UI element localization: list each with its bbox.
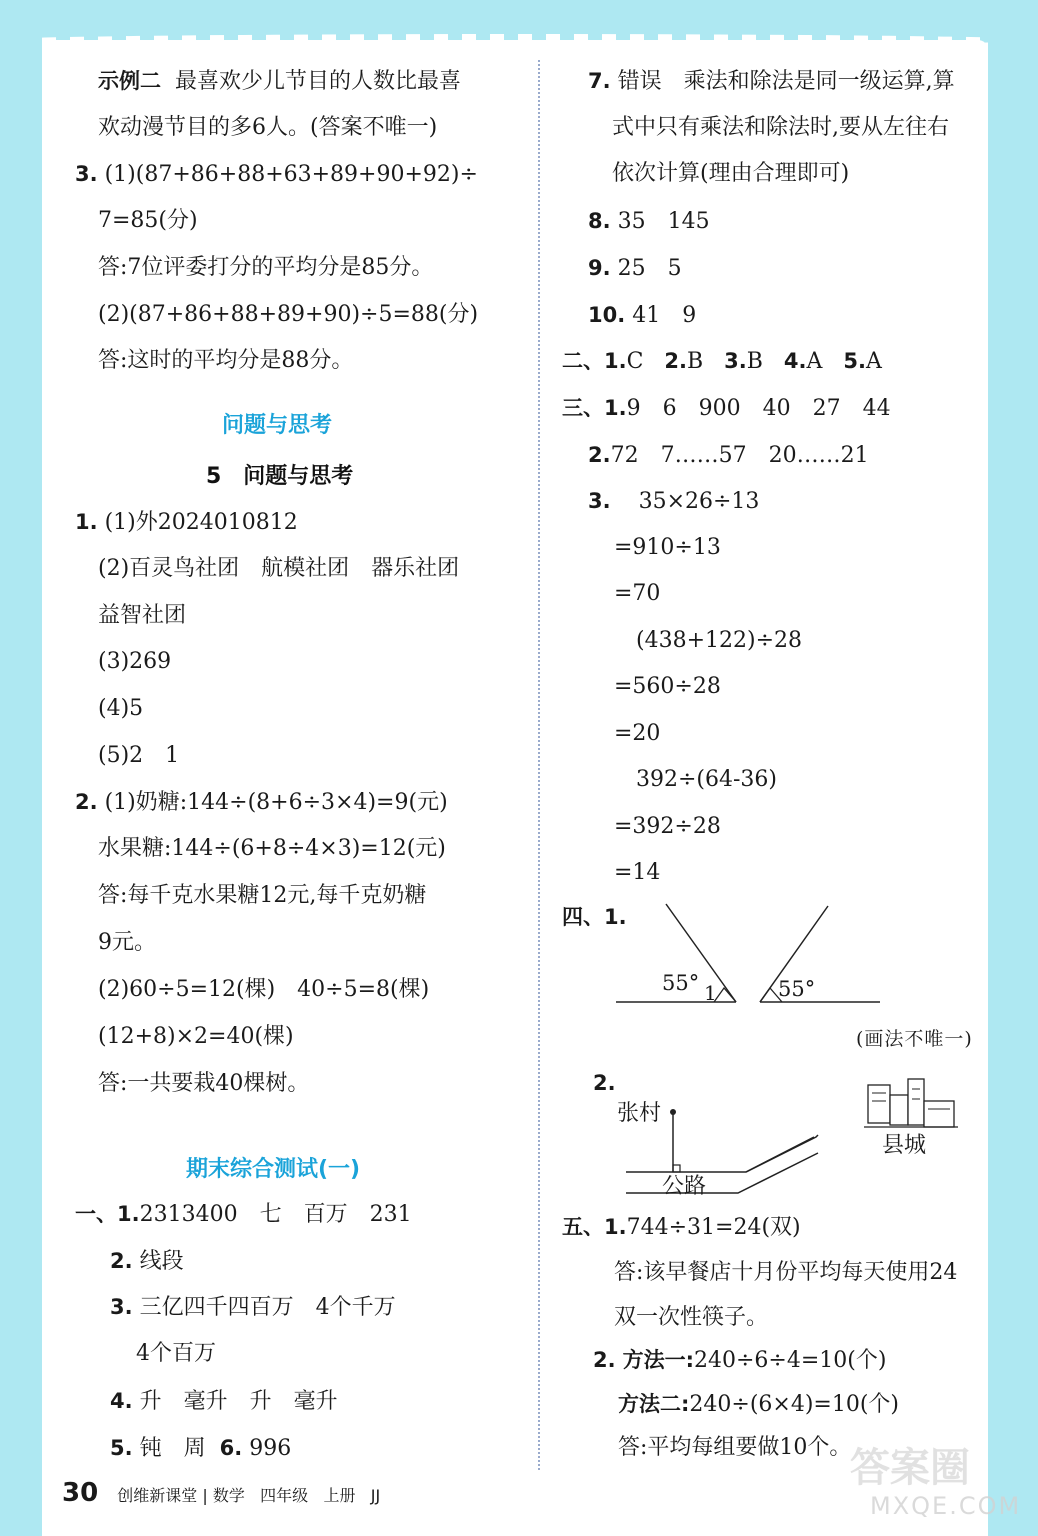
calc-3-expression: 392÷(64-36)	[636, 767, 778, 792]
page-border-top	[0, 0, 1038, 40]
s4-number: 四、1.	[562, 905, 627, 929]
p1-text: (1)外2024010812	[104, 510, 298, 535]
p2-line-7: 答:一共要栽40棵树。	[98, 1071, 310, 1096]
r7-line-3	[612, 159, 849, 189]
s3-text: 9 6 900 40 27 44	[626, 396, 891, 421]
method-two-label: 方法二:	[618, 1392, 690, 1416]
r10-text: 41 9	[632, 303, 697, 328]
s5-number: 五、1.	[562, 1215, 627, 1239]
q3-answer-2: 答:这时的平均分是88分。	[98, 348, 354, 373]
method-one-label: 方法一:	[622, 1348, 694, 1372]
s2-answer-5: A	[865, 349, 882, 374]
e2-line	[110, 1246, 184, 1277]
section-title-thinking: 问题与思考	[222, 413, 333, 438]
angle-1-label: 55°	[662, 971, 700, 995]
e4-text: 升 毫升 升 毫升	[139, 1389, 338, 1414]
q3-line-2: 7=85(分)	[98, 208, 198, 233]
p2-text: (1)奶糖:144÷(8+6÷3×4)=9(元)	[104, 790, 448, 815]
s2-line	[562, 346, 882, 377]
e2-text: 线段	[139, 1249, 184, 1274]
angle-1-arc	[714, 988, 736, 1002]
method-two-text: 240÷(6×4)=10(个)	[689, 1392, 900, 1417]
s5-answer-1: 答:该早餐店十月份平均每天使用24	[614, 1260, 958, 1285]
q3-answer-1: 答:7位评委打分的平均分是85分。	[98, 255, 434, 280]
s3-number: 三、1.	[562, 396, 627, 420]
s2-answer-1: C	[626, 349, 644, 374]
r8-number: 8.	[588, 209, 611, 233]
s32-text: 72 7……57 20……21	[610, 443, 869, 468]
p1-line-2: (2)百灵鸟社团 航模社团 器乐社团	[98, 556, 460, 581]
s52-answer: 答:平均每组要做10个。	[618, 1435, 852, 1460]
q3-text: (1)(87+86+88+63+89+90+92)÷	[104, 162, 478, 187]
e5-text: 钝 周	[139, 1436, 206, 1461]
p2-line-4: 9元。	[98, 930, 156, 955]
method-one-text: 240÷6÷4=10(个)	[694, 1348, 887, 1373]
road-upper-edge-2	[746, 1137, 814, 1172]
s52-number: 2.	[593, 1348, 616, 1372]
r9-text: 25 5	[617, 256, 682, 281]
s2-number-5: 5.	[843, 349, 866, 373]
s2-answer-3: B	[746, 349, 763, 374]
calc-3-step-1: =392÷28	[614, 814, 721, 839]
page-number: 30	[62, 1478, 99, 1508]
section-subtitle-thinking: 5 问题与思考	[206, 464, 354, 489]
s52-line-2	[618, 1389, 899, 1420]
city-label: 县城	[882, 1133, 927, 1158]
r8-text: 35 145	[617, 209, 710, 234]
e1-number: 一、1.	[75, 1202, 140, 1226]
p2-line-1	[75, 787, 448, 818]
s3-line-3	[588, 486, 759, 517]
section-title-final-test: 期末综合测试(一)	[186, 1157, 361, 1182]
s5-answer-2: 双一次性筷子。	[614, 1305, 769, 1330]
calc-1-result: =70	[614, 581, 661, 606]
p1-line-5: (4)5	[98, 696, 144, 721]
s42-line	[593, 1068, 616, 1099]
s2-number-2: 2.	[664, 349, 688, 373]
s42-number: 2.	[593, 1071, 616, 1095]
e6-number: 6.	[219, 1436, 243, 1460]
watermark-url: MXQE.COM	[870, 1492, 1022, 1520]
calc-2-expression: (438+122)÷28	[636, 628, 803, 653]
r7-line-2: 式中只有乘法和除法时,要从左往右	[612, 115, 949, 140]
s5-line-1	[562, 1212, 801, 1243]
footer-brand: 创维新课堂	[117, 1486, 198, 1505]
q3-number: 3.	[75, 162, 98, 186]
s2-answer-2: B	[687, 349, 704, 374]
watermark-logo: 答案圈	[850, 1445, 970, 1491]
calc-1-step-1: =910÷13	[614, 535, 721, 560]
e3-line-2: 4个百万	[136, 1341, 216, 1366]
r7-line-3-text: 依次计算(理由合理即可)	[612, 161, 850, 186]
e6-text: 996	[249, 1436, 292, 1461]
p2-number: 2.	[75, 790, 98, 814]
e3-text: 三亿四千四百万 4个千万	[139, 1295, 396, 1320]
q3-line-3: (2)(87+86+88+89+90)÷5=88(分)	[98, 302, 479, 327]
r7-text: 错误 乘法和除法是同一级运算,算	[617, 69, 955, 94]
e4-number: 4.	[110, 1389, 133, 1413]
calc-2-step-1: =560÷28	[614, 674, 721, 699]
angle-1-mark: 1	[704, 981, 717, 1005]
road-label: 公路	[662, 1174, 707, 1199]
s32-number: 2.	[588, 443, 611, 467]
p1-line-4: (3)269	[98, 649, 172, 674]
example-text: 最喜欢少儿节目的人数比最喜	[175, 69, 462, 94]
page-footer	[62, 1478, 380, 1508]
calc-1-expression: 35×26÷13	[638, 489, 760, 514]
p2-line-2: 水果糖:144÷(6+8÷4×3)=12(元)	[98, 836, 446, 861]
e3-line	[110, 1292, 396, 1323]
calc-2-result: =20	[614, 721, 661, 746]
right-angle-mark	[673, 1165, 680, 1172]
footer-subject: 数学	[212, 1486, 245, 1505]
footer-term: 上册	[323, 1486, 356, 1505]
road-upper-edge	[626, 1135, 818, 1172]
p2-line-6: (12+8)×2=40(棵)	[98, 1024, 294, 1049]
s52-line-1	[593, 1345, 886, 1376]
city-icon	[864, 1079, 958, 1127]
e4-line	[110, 1386, 338, 1417]
p1-number: 1.	[75, 510, 98, 534]
s2-answer-4: A	[806, 349, 823, 374]
example-line-1	[98, 66, 461, 97]
e3-number: 3.	[110, 1295, 133, 1319]
r9-line	[588, 253, 682, 284]
s2-number: 二、1.	[562, 349, 627, 373]
footer-edition: JJ	[370, 1486, 381, 1505]
r8-line	[588, 206, 710, 237]
s3-line-1	[562, 393, 891, 424]
e5-line	[110, 1433, 291, 1464]
s3-line-2	[588, 440, 869, 471]
road-lower-edge	[626, 1153, 818, 1193]
footer-separator: |	[202, 1486, 208, 1505]
p1-line-6: (5)2 1	[98, 743, 180, 768]
q3-line-1	[75, 159, 478, 190]
village-label: 张村	[617, 1101, 662, 1126]
angle-2-label: 55°	[778, 977, 816, 1001]
p1-line-3: 益智社团	[98, 603, 187, 628]
s2-number-4: 4.	[783, 349, 807, 373]
s5-text: 744÷31=24(双)	[626, 1215, 801, 1240]
r10-number: 10.	[588, 303, 626, 327]
s33-number: 3.	[588, 489, 611, 513]
column-divider	[538, 60, 540, 1470]
e2-number: 2.	[110, 1249, 133, 1273]
angle-drawing	[610, 900, 890, 1010]
page-border-right	[988, 0, 1038, 1536]
r7-number: 7.	[588, 69, 611, 93]
r9-number: 9.	[588, 256, 611, 280]
e1-text: 2313400 七 百万 231	[139, 1202, 412, 1227]
calc-3-result: =14	[614, 860, 661, 885]
p2-line-3: 答:每千克水果糖12元,每千克奶糖	[98, 883, 427, 908]
e5-number: 5.	[110, 1436, 133, 1460]
e1-line	[75, 1199, 412, 1230]
example-line-2: 欢动漫节目的多6人。(答案不唯一)	[98, 115, 438, 140]
s2-number-3: 3.	[724, 349, 747, 373]
p1-line-1	[75, 507, 298, 538]
drawing-note: (画法不唯一)	[856, 1028, 973, 1050]
p2-line-5: (2)60÷5=12(棵) 40÷5=8(棵)	[98, 977, 430, 1002]
footer-grade: 四年级	[260, 1486, 309, 1505]
page-border-left	[0, 0, 42, 1536]
r10-line	[588, 300, 696, 331]
example-label: 示例二	[98, 69, 161, 93]
r7-line-1	[588, 66, 955, 97]
